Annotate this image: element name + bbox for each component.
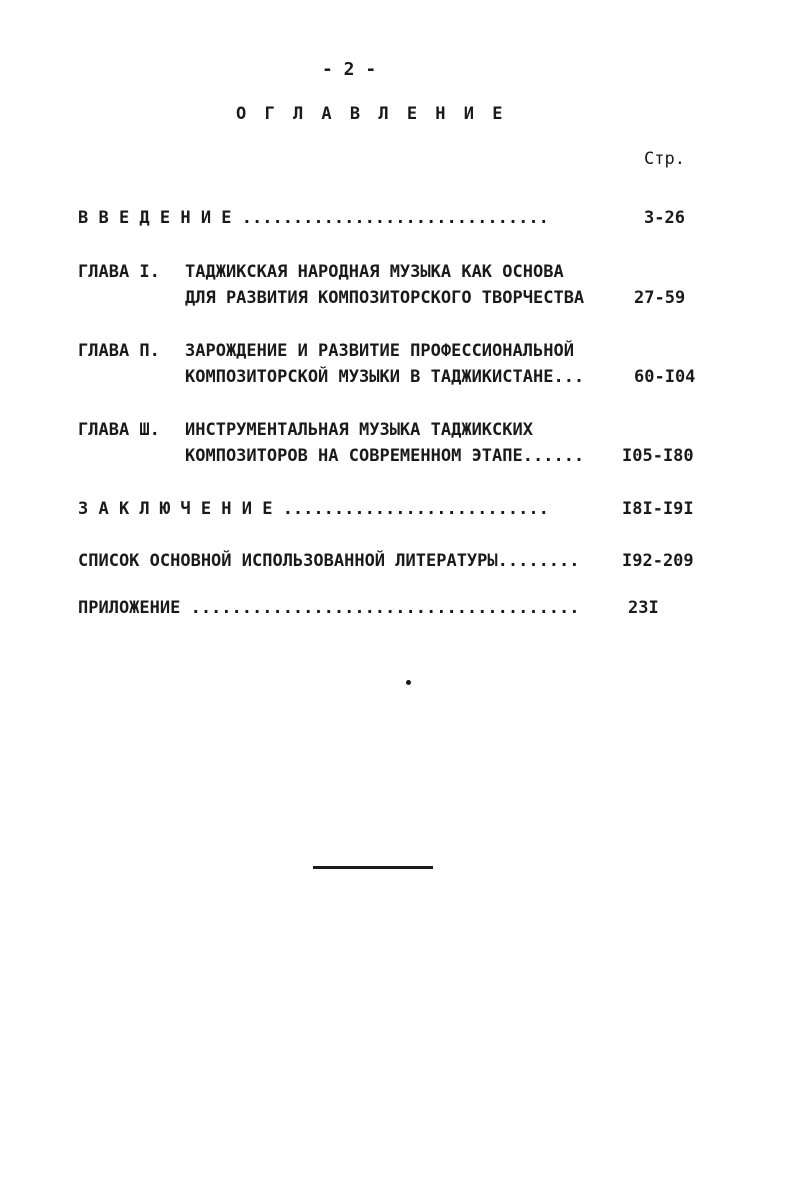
toc-entry-intro-title: В В Е Д Е Н И Е .............................. [78, 208, 549, 228]
toc-entry-conclusion-title: З А К Л Ю Ч Е Н И Е .......................... [78, 499, 549, 519]
toc-entry-appendix-title: ПРИЛОЖЕНИЕ ...................................... [78, 598, 580, 618]
toc-chapter1-label: ГЛАВА I. [78, 262, 160, 282]
ink-dot [406, 680, 411, 685]
page-title: О Г Л А В Л Е Н И Е [236, 104, 507, 124]
page-column-header: Стр. [644, 149, 685, 169]
toc-chapter1-page: 27-59 [634, 288, 686, 308]
closing-rule [313, 866, 433, 869]
toc-chapter2-page: 60-I04 [634, 367, 696, 387]
toc-entry-appendix-page: 23I [628, 598, 659, 618]
toc-chapter2-title-line2: КОМПОЗИТОРСКОЙ МУЗЫКИ В ТАДЖИКИСТАНЕ... [185, 367, 585, 387]
toc-entry-intro-page: 3-26 [644, 208, 685, 228]
toc-chapter2-label: ГЛАВА П. [78, 341, 160, 361]
toc-chapter2-title-line1: ЗАРОЖДЕНИЕ И РАЗВИТИЕ ПРОФЕССИОНАЛЬНОЙ [185, 341, 574, 361]
toc-entry-conclusion-page: I8I-I9I [622, 499, 694, 519]
toc-entry-bibliography-page: I92-209 [622, 551, 694, 571]
toc-chapter3-title-line2: КОМПОЗИТОРОВ НА СОВРЕМЕННОМ ЭТАПЕ...... [185, 446, 585, 466]
toc-entry-bibliography-title: СПИСОК ОСНОВНОЙ ИСПОЛЬЗОВАННОЙ ЛИТЕРАТУРЫ........ [78, 551, 580, 571]
toc-chapter3-page: I05-I80 [622, 446, 694, 466]
toc-chapter3-label: ГЛАВА Ш. [78, 420, 160, 440]
toc-chapter1-title-line2: ДЛЯ РАЗВИТИЯ КОМПОЗИТОРСКОГО ТВОРЧЕСТВА [185, 288, 585, 308]
toc-chapter3-title-line1: ИНСТРУМЕНТАЛЬНАЯ МУЗЫКА ТАДЖИКСКИХ [185, 420, 533, 440]
page-number: - 2 - [322, 59, 377, 80]
toc-chapter1-title-line1: ТАДЖИКСКАЯ НАРОДНАЯ МУЗЫКА КАК ОСНОВА [185, 262, 564, 282]
